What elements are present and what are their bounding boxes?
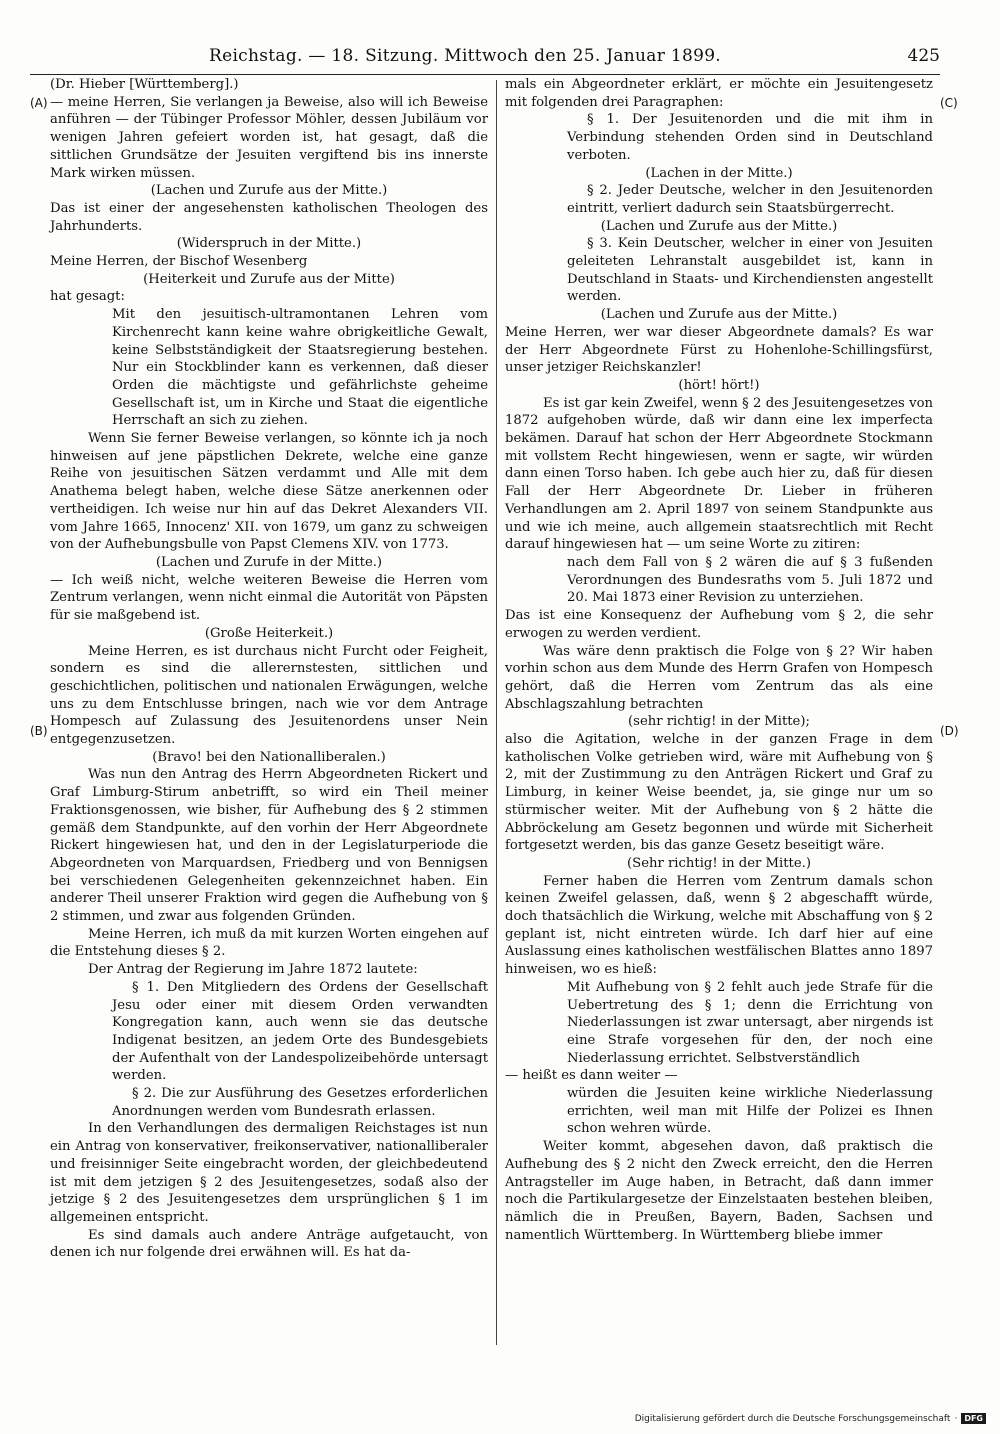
quotation: § 3. Kein Deutscher, welcher in einer von Jesuiten geleiteten Lehranstalt ausgebildet ist, kann in Deutschland in Staats- und Kirchendiensten angestellt werden. [567,236,933,305]
digitization-credit: Digitalisierung gefördert durch die Deutsche Forschungsgemeinschaft · DFG [635,1413,986,1424]
paragraph: Der Antrag der Regierung im Jahre 1872 lautete: [88,962,418,978]
speaker-note: (Dr. Hieber [Württemberg].) [50,77,239,92]
paragraph: Es ist gar kein Zweifel, wenn § 2 des Jesuitengesetzes von 1872 aufgehoben würde, daß wir dann eine lex imperfecta bekämen. Darauf hat schon der Herr Abgeordnete Stockmann mit vollstem Recht hingewiesen, wenn er sagte, wir würden dann einen Torso haben. Ich gebe auch hier zu, daß für diesen Fall der Herr Abgeordnete Dr. Lieber in früheren Verhandlungen am 2. April 1897 von seinem Standpunkte aus und wie ich meine, auch allgemein staatsrechtlich mit Recht darauf hingewiesen hat — um seine Worte zu zitiren: [505,395,933,553]
interjection: (Lachen in der Mitte.) [645,165,793,181]
paragraph: Weiter kommt, abgesehen davon, daß praktisch die Aufhebung des § 2 nicht den Zweck erreicht, den die Herren Antragsteller im Auge haben, in Betracht, daß dann immer noch die Partikulargesetze der Einzelstaaten bestehen bleiben, nämlich die in Preußen, Bayern, Baden, Sachsen und namentlich Württemberg. In Württemberg bliebe immer [505,1139,933,1243]
quotation: Mit Aufhebung von § 2 fehlt auch jede Strafe für die Uebertretung des § 1; denn die Errichtung von Niederlassungen ist zwar untersagt, aber nirgends ist eine Strafe vorgesehen für den, der noch eine Niederlassung errichtet. Selbstverständlich [567,979,933,1066]
interjection: (Widerspruch in der Mitte.) [176,236,362,252]
margin-marker-a: (A) [30,96,48,110]
running-head: Reichstag. — 18. Sitzung. Mittwoch den 25. Januar 1899. [208,46,722,66]
interjection: (Heiterkeit und Zurufe aus der Mitte) [143,271,395,287]
paragraph: Es sind damals auch andere Anträge aufgetaucht, von denen ich nur folgende drei erwähnen will. Es hat da- [50,1227,488,1261]
interjection: (Lachen und Zurufe aus der Mitte.) [150,183,388,199]
paragraph: Meine Herren, es ist durchaus nicht Furcht oder Feigheit, sondern es sind die allerernstesten, sittlichen und geschichtlichen, politischen und nationalen Erwägungen, welche uns zu dem Entschlusse bringen, nach wie vor dem Antrage Hompesch auf Zulassung des Jesuitenordens unser Nein entgegenzusetzen. [50,643,488,748]
paragraph: Wenn Sie ferner Beweise verlangen, so könnte ich ja noch hinweisen auf jene päpstlichen Dekrete, welche eine ganze Reihe von jesuitischen Sätzen verdammt und Alle mit dem Anathema belegt haben, welche diese Sätze anerkennen oder vertheidigen. Ich weise nur hin auf das Dekret Alexanders VII. vom Jahre 1665, Innocenz' XII. von 1679, um ganz zu schweigen von der Aufhebungsbulle von Papst Clemens XIV. von 1773. [50,431,488,553]
quotation: nach dem Fall von § 2 wären die auf § 3 fußenden Verordnungen des Bundesraths vom 5. Juli 1872 und 20. Mai 1873 einer Revision zu unterziehen. [567,554,933,606]
paragraph: hat gesagt: [50,289,125,305]
paragraph: — meine Herren, Sie verlangen ja Beweise, also will ich Beweise anführen — der Tübinger Professor Möhler, dessen Jubiläum vor wenigen Jahren gefeiert worden ist, hat gesagt, daß die sittlichen Grundsätze der Jesuiten vergiftend bis ins innerste Mark wirken müssen. [50,94,488,181]
interjection: (Sehr richtig! in der Mitte.) [627,855,811,871]
paragraph: Das ist einer der angesehensten katholischen Theologen des Jahrhunderts. [50,200,488,234]
paragraph: Meine Herren, der Bischof Wesenberg [50,254,308,270]
interjection: (Bravo! bei den Nationalliberalen.) [152,749,386,765]
interjection: (Lachen und Zurufe aus der Mitte.) [600,307,838,323]
interjection: (Große Heiterkeit.) [204,625,334,641]
margin-marker-d: (D) [940,724,959,738]
page-header [30,44,940,75]
left-column [50,76,488,1262]
interjection: (sehr richtig! in der Mitte); [628,714,810,730]
interjection: (Lachen und Zurufe aus der Mitte.) [600,218,838,234]
quotation: § 1. Den Mitgliedern des Ordens der Gesellschaft Jesu oder einer mit diesem Orden verwandten Kongregation kann, auch wenn sie das deutsche Indigenat besitzen, an jedem Orte des Bundesgebiets der Aufenthalt von der Landespolizeibehörde untersagt werden. [112,979,488,1084]
paragraph: Meine Herren, ich muß da mit kurzen Worten eingehen auf die Entstehung dieses § 2. [50,926,488,960]
paragraph: also die Agitation, welche in der ganzen Frage in dem katholischen Volke getrieben wird, wäre mit Aufhebung von § 2, mit der Zustimmung zu den Anträgen Rickert und Graf zu Limburg, in keiner Weise beendet, ja, sie ginge nur um so stürmischer weiter. Mit der Aufhebung von § 2 hätte die Abbröckelung am Gesetz begonnen und würde mit Sicherheit fortgesetzt werden, bis das ganze Gesetz beseitigt wäre. [505,732,933,854]
paragraph: Was nun den Antrag des Herrn Abgeordneten Rickert und Graf Limburg-Stirum anbetrifft, so wird ein Theil meiner Fraktionsgenossen, wie bisher, für Aufhebung des § 2 stimmen gemäß dem Standpunkte, auf den vorhin der Herr Abgeordnete Rickert hingewiesen hat, und den in der Legislaturperiode die Abgeordneten von Marquardsen, Friedberg und von Bennigsen bei verschiedenen Gelegenheiten gekennzeichnet haben. Ein anderer Theil unserer Fraktion wird gegen die Aufhebung von § 2 stimmen, und zwar aus folgenden Gründen. [50,767,488,925]
paragraph: In den Verhandlungen des dermaligen Reichstages ist nun ein Antrag von konservativer, freikonservativer, nationalliberaler und freisinniger Seite eingebracht worden, der gleichbedeutend ist mit dem jetzigen § 2 des Jesuitengesetzes, sodaß also der jetzige § 2 des Jesuitengesetzes dem ursprünglichen § 1 im allgemeinen entspricht. [50,1121,488,1225]
interjection: (hört! hört!) [678,377,760,393]
paragraph: — Ich weiß nicht, welche weiteren Beweise die Herren vom Zentrum verlangen, wenn nicht einmal die Autorität von Päpsten für sie maßgebend ist. [50,572,488,624]
paragraph: Ferner haben die Herren vom Zentrum damals schon keinen Zweifel gelassen, daß, wenn § 2 abgeschafft würde, doch thatsächlich die Wirkung, welche mit Abschaffung von § 2 geplant ist, nicht eintreten würde. Ich darf hier auf eine Auslassung eines katholischen westfälischen Blattes anno 1897 hinweisen, wo es hieß: [505,873,933,978]
paragraph: Was wäre denn praktisch die Folge von § 2? Wir haben vorhin schon aus dem Munde des Herrn Grafen von Hompesch gehört, daß die Herren vom Zentrum das als eine Abschlagszahlung betrachten [505,643,933,712]
paragraph: Meine Herren, wer war dieser Abgeordnete damals? Es war der Herr Abgeordnete Fürst zu Hohenlohe-Schillingsfürst, unser jetziger Reichskanzler! [505,324,933,376]
margin-marker-b: (B) [30,724,48,738]
quotation: § 1. Der Jesuitenorden und die mit ihm in Verbindung stehenden Orden sind in Deutschland verboten. [567,112,933,163]
paragraph: Das ist eine Konsequenz der Aufhebung vom § 2, die sehr erwogen zu werden verdient. [505,608,933,641]
interjection: (Lachen und Zurufe in der Mitte.) [155,554,383,570]
credit-text: Digitalisierung gefördert durch die Deutsche Forschungsgemeinschaft [634,1413,951,1424]
quotation: § 2. Die zur Ausführung des Gesetzes erforderlichen Anordnungen werden vom Bundesrath erlassen. [112,1086,488,1119]
quotation: § 2. Jeder Deutsche, welcher in den Jesuitenorden eintritt, verliert dadurch sein Staatsbürgerrecht. [567,183,933,216]
right-column [505,76,933,1244]
page-number: 425 [907,46,940,66]
quotation: würden die Jesuiten keine wirkliche Niederlassung errichten, weil man mit Hilfe der Polizei es Ihnen schon wehren würde. [567,1086,933,1137]
paragraph: mals ein Abgeordneter erklärt, er möchte ein Jesuitengesetz mit folgenden drei Paragraphen: [505,77,933,110]
column-divider [496,80,497,1345]
margin-marker-c: (C) [940,96,958,110]
dfg-logo: DFG [961,1413,986,1424]
quotation: Mit den jesuitisch-ultramontanen Lehren vom Kirchenrecht kann keine wahre obrigkeitliche Gewalt, keine Selbstständigkeit der Staatsregierung bestehen. Nur ein Stockblinder kann es verkennen, daß dieser Orden die mächtigste und gefährlichste geheime Gesellschaft ist, um in Kirche und Staat die eigentliche Herrschaft an sich zu ziehen. [112,307,488,429]
paragraph: — heißt es dann weiter — [505,1068,678,1084]
